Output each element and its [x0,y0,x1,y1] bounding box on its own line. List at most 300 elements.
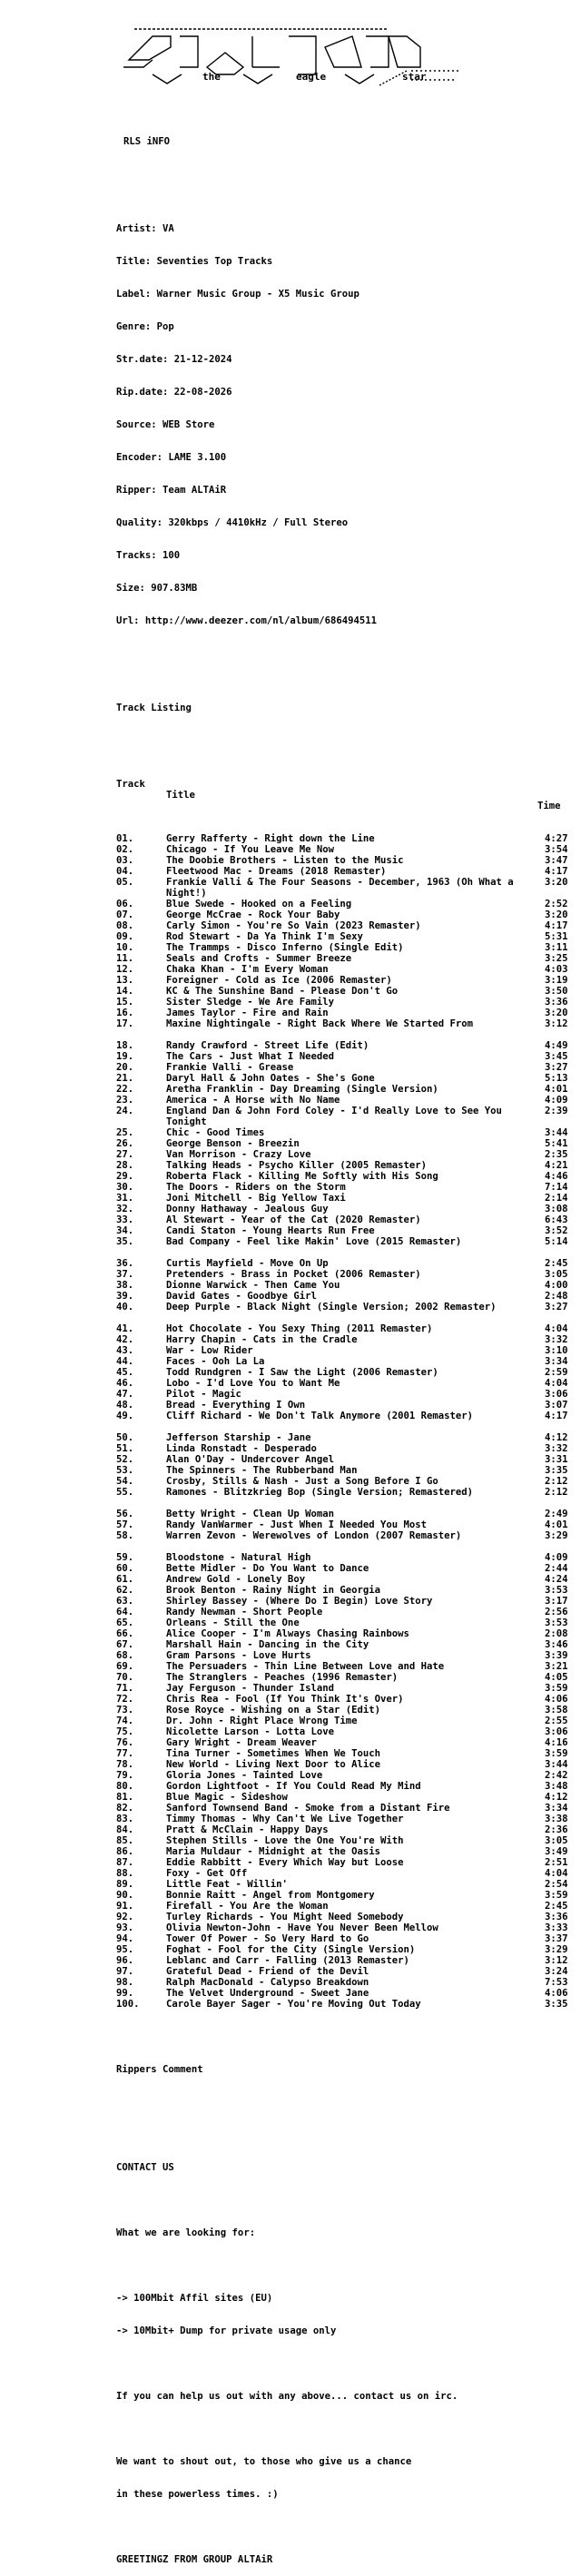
track-title: George McCrae - Rock Your Baby [166,909,340,920]
track-row [116,1378,581,1389]
track-row [116,1193,581,1204]
track-title: Stephen Stills - Love the One You're With [166,1835,404,1846]
track-row [116,1574,581,1585]
track-number: 18. [116,1040,134,1051]
track-duration: 4:09 [545,1552,568,1563]
track-number: 19. [116,1051,134,1062]
track-row [116,1204,581,1214]
track-duration: 5:13 [545,1073,568,1084]
track-duration: 3:54 [545,844,568,855]
track-title: Chicago - If You Leave Me Now [166,844,334,855]
track-number: 80. [116,1781,134,1792]
track-number: 12. [116,964,134,975]
track-number: 86. [116,1846,134,1857]
track-row [116,920,581,931]
track-title: The Stranglers - Peaches (1996 Remaster) [166,1672,399,1683]
track-row [116,1040,581,1051]
track-duration: 3:50 [545,986,568,997]
track-duration: 3:21 [545,1661,568,1672]
field-size: Size: 907.83MB [116,583,198,594]
track-number: 84. [116,1824,134,1835]
track-row [116,1008,581,1018]
track-title: The Spinners - The Rubberband Man [166,1465,358,1476]
contact-heading: CONTACT US [116,2162,174,2173]
track-number: 77. [116,1748,134,1759]
track-duration: 3:19 [545,975,568,986]
track-number: 24. [116,1106,134,1116]
track-number: 91. [116,1901,134,1912]
track-title: Warren Zevon - Werewolves of London (2007 Remaster) [166,1530,462,1541]
track-title: Foghat - Fool for the City (Single Version) [166,1944,416,1955]
track-number: 100. [116,1999,140,2010]
track-duration: 2:44 [545,1563,568,1574]
track-duration: 3:20 [545,909,568,920]
track-duration: 3:17 [545,1596,568,1607]
track-row [116,1628,581,1639]
track-title: Bloodstone - Natural High [166,1552,311,1563]
track-number: 22. [116,1084,134,1095]
track-row [116,1476,581,1487]
track-number: 97. [116,1966,134,1977]
track-title: The Cars - Just What I Needed [166,1051,334,1062]
track-number: 66. [116,1628,134,1639]
track-title: Rose Royce - Wishing on a Star (Edit) [166,1705,380,1716]
track-title: Foreigner - Cold as Ice (2006 Remaster) [166,975,392,986]
track-title: Randy Crawford - Street Life (Edit) [166,1040,369,1051]
track-row [116,1694,581,1705]
track-number: 23. [116,1095,134,1106]
track-number: 14. [116,986,134,997]
track-row [116,1890,581,1901]
track-row [116,1334,581,1345]
track-row [116,1519,581,1530]
track-table-header [116,768,581,811]
track-title: Candi Staton - Young Hearts Run Free [166,1225,375,1236]
track-title: Bread - Everything I Own [166,1400,306,1411]
track-number: 21. [116,1073,134,1084]
track-duration: 3:29 [545,1944,568,1955]
field-encoder: Encoder: LAME 3.100 [116,452,227,463]
track-number: 69. [116,1661,134,1672]
track-duration: 2:12 [545,1476,568,1487]
track-number: 99. [116,1988,134,1999]
track-title: The Doobie Brothers - Listen to the Music [166,855,404,866]
track-duration: 3:27 [545,1302,568,1313]
track-row [116,1814,581,1824]
track-duration: 2:51 [545,1857,568,1868]
track-duration: 4:03 [545,964,568,975]
track-duration: 3:08 [545,1204,568,1214]
track-duration: 3:32 [545,1334,568,1345]
track-duration: 3:24 [545,1966,568,1977]
track-row [116,1106,581,1127]
track-title: James Taylor - Fire and Rain [166,1008,329,1018]
track-duration: 4:06 [545,1694,568,1705]
track-row [116,1138,581,1149]
track-number: 93. [116,1922,134,1933]
track-duration: 3:07 [545,1400,568,1411]
track-title: David Gates - Goodbye Girl [166,1291,317,1302]
track-duration: 4:09 [545,1095,568,1106]
track-duration: 4:16 [545,1737,568,1748]
track-number: 85. [116,1835,134,1846]
col-title-header: Title [166,790,195,801]
track-row [116,1389,581,1400]
track-title: Daryl Hall & John Oates - She's Gone [166,1073,375,1084]
track-title: George Benson - Breezin [166,1138,300,1149]
field-artist: Artist: VA [116,223,174,234]
track-title: Seals and Crofts - Summer Breeze [166,953,352,964]
track-number: 36. [116,1258,134,1269]
track-number: 39. [116,1291,134,1302]
track-row [116,1617,581,1628]
track-number: 88. [116,1868,134,1879]
track-listing-heading: Track Listing [116,703,192,713]
track-duration: 2:45 [545,1901,568,1912]
track-title: Aretha Franklin - Day Dreaming (Single Version) [166,1084,438,1095]
field-genre: Genre: Pop [116,321,174,332]
track-number: 54. [116,1476,134,1487]
track-number: 68. [116,1650,134,1661]
track-row [116,1149,581,1160]
track-row [116,855,581,866]
track-title: Gram Parsons - Love Hurts [166,1650,311,1661]
track-number: 90. [116,1890,134,1901]
track-duration: 3:45 [545,1051,568,1062]
track-duration: 3:05 [545,1835,568,1846]
track-row [116,1182,581,1193]
track-number: 13. [116,975,134,986]
track-number: 55. [116,1487,134,1498]
field-ripper: Ripper: Team ALTAiR [116,485,227,496]
track-duration: 3:27 [545,1062,568,1073]
track-title: Al Stewart - Year of the Cat (2020 Remaster) [166,1214,421,1225]
track-title: Olivia Newton-John - Have You Never Been Mellow [166,1922,438,1933]
track-row [116,942,581,953]
track-number: 42. [116,1334,134,1345]
track-row [116,1955,581,1966]
track-title: Chic - Good Times [166,1127,265,1138]
track-duration: 4:17 [545,920,568,931]
track-duration: 4:27 [545,833,568,844]
track-duration: 3:58 [545,1705,568,1716]
track-title: Fleetwood Mac - Dreams (2018 Remaster) [166,866,387,877]
track-row [116,997,581,1008]
track-title: Donny Hathaway - Jealous Guy [166,1204,329,1214]
track-number: 08. [116,920,134,931]
track-number: 81. [116,1792,134,1803]
track-row [116,1999,581,2010]
track-duration: 3:11 [545,942,568,953]
section-rls-info: RLS iNFO [123,136,171,147]
field-url: Url: http://www.deezer.com/nl/album/686494511 [116,615,378,626]
track-title: Cliff Richard - We Don't Talk Anymore (2001 Remaster) [166,1411,474,1421]
track-duration: 3:20 [545,1008,568,1018]
track-row [116,1236,581,1258]
track-title: Chris Rea - Fool (If You Think It's Over) [166,1694,404,1705]
track-title: Tower Of Power - So Very Hard to Go [166,1933,369,1944]
track-title: Marshall Hain - Dancing in the City [166,1639,369,1650]
track-number: 72. [116,1694,134,1705]
track-title: Randy Newman - Short People [166,1607,323,1617]
track-number: 11. [116,953,134,964]
track-duration: 3:29 [545,1530,568,1541]
track-duration: 3:31 [545,1454,568,1465]
track-number: 47. [116,1389,134,1400]
track-duration: 2:56 [545,1607,568,1617]
track-row [116,1661,581,1672]
track-title: Blue Magic - Sideshow [166,1792,288,1803]
track-number: 64. [116,1607,134,1617]
track-duration: 5:31 [545,931,568,942]
track-row [116,1857,581,1868]
track-row [116,1073,581,1084]
track-title: Tina Turner - Sometimes When We Touch [166,1748,380,1759]
track-row [116,1639,581,1650]
track-row [116,1454,581,1465]
track-number: 79. [116,1770,134,1781]
track-row [116,1051,581,1062]
track-row [116,1705,581,1716]
track-row [116,1465,581,1476]
field-rip-date: Rip.date: 22-08-2026 [116,387,232,398]
track-title: Orleans - Still the One [166,1617,300,1628]
track-row [116,1607,581,1617]
track-title: Bad Company - Feel like Makin' Love (2015 Remaster) [166,1236,462,1247]
track-row [116,986,581,997]
track-title: Maria Muldaur - Midnight at the Oasis [166,1846,380,1857]
track-number: 49. [116,1411,134,1421]
track-title: Gloria Jones - Tainted Love [166,1770,323,1781]
track-number: 27. [116,1149,134,1160]
track-duration: 2:12 [545,1487,568,1498]
track-duration: 3:49 [545,1846,568,1857]
track-duration: 2:35 [545,1149,568,1160]
track-row [116,1356,581,1367]
track-title: Nicolette Larson - Lotta Love [166,1726,334,1737]
track-number: 67. [116,1639,134,1650]
track-row [116,1563,581,1574]
track-number: 83. [116,1814,134,1824]
track-row [116,1062,581,1073]
track-title: Talking Heads - Psycho Killer (2005 Remaster) [166,1160,428,1171]
track-title: Frankie Valli - Grease [166,1062,294,1073]
track-number: 29. [116,1171,134,1182]
track-number: 05. [116,877,134,888]
track-title: Gary Wright - Dream Weaver [166,1737,317,1748]
track-row [116,1879,581,1890]
track-row [116,1411,581,1432]
track-number: 60. [116,1563,134,1574]
track-title: The Velvet Underground - Sweet Jane [166,1988,369,1999]
nfo-document [116,0,581,2576]
track-title: Blue Swede - Hooked on a Feeling [166,899,352,909]
track-row [116,1487,581,1509]
track-duration: 4:04 [545,1323,568,1334]
track-row [116,1018,581,1040]
track-duration: 4:01 [545,1519,568,1530]
track-number: 16. [116,1008,134,1018]
track-title: Carole Bayer Sager - You're Moving Out Today [166,1999,421,2010]
track-number: 32. [116,1204,134,1214]
track-row [116,1596,581,1607]
track-duration: 4:04 [545,1378,568,1389]
track-duration: 3:39 [545,1650,568,1661]
track-title: Joni Mitchell - Big Yellow Taxi [166,1193,346,1204]
track-duration: 5:41 [545,1138,568,1149]
track-duration: 3:34 [545,1803,568,1814]
track-duration: 3:06 [545,1389,568,1400]
track-row [116,953,581,964]
track-number: 34. [116,1225,134,1236]
track-row [116,1966,581,1977]
track-duration: 3:59 [545,1683,568,1694]
track-row [116,1737,581,1748]
track-row [116,1443,581,1454]
track-duration: 4:06 [545,1988,568,1999]
track-row [116,1933,581,1944]
greetings: GREETINGZ FROM GROUP ALTAiR [116,2554,273,2565]
track-title: Roberta Flack - Killing Me Softly with His Song [166,1171,438,1182]
track-duration: 6:43 [545,1214,568,1225]
track-duration: 2:59 [545,1367,568,1378]
track-row [116,1988,581,1999]
track-duration: 3:35 [545,1465,568,1476]
track-title: Todd Rundgren - I Saw the Light (2006 Remaster) [166,1367,438,1378]
track-number: 06. [116,899,134,909]
track-number: 96. [116,1955,134,1966]
track-title: Hot Chocolate - You Sexy Thing (2011 Remaster) [166,1323,433,1334]
track-title: Little Feat - Willin' [166,1879,288,1890]
track-row [116,1846,581,1857]
track-duration: 2:42 [545,1770,568,1781]
track-title: Lobo - I'd Love You to Want Me [166,1378,340,1389]
track-duration: 7:14 [545,1182,568,1193]
rippers-comment: Rippers Comment [116,2064,203,2075]
track-title: Rod Stewart - Da Ya Think I'm Sexy [166,931,363,942]
track-duration: 3:12 [545,1955,568,1966]
track-number: 35. [116,1236,134,1247]
logo-tag-star: star [402,71,427,83]
track-number: 50. [116,1432,134,1443]
track-number: 94. [116,1933,134,1944]
track-duration: 5:14 [545,1236,568,1247]
track-title: Betty Wright - Clean Up Woman [166,1509,334,1519]
track-title: The Doors - Riders on the Storm [166,1182,346,1193]
track-title: Sister Sledge - We Are Family [166,997,334,1008]
track-row [116,1922,581,1933]
track-row [116,1160,581,1171]
track-duration: 3:20 [545,877,568,888]
track-duration: 3:25 [545,953,568,964]
track-duration: 4:49 [545,1040,568,1051]
shout-out-line-2: in these powerless times. :) [116,2489,279,2500]
track-title: Firefall - You Are the Woman [166,1901,329,1912]
col-track-header: Track [116,779,145,790]
track-number: 44. [116,1356,134,1367]
track-title: Ramones - Blitzkrieg Bop (Single Version; Remastered) [166,1487,474,1498]
track-duration: 3:53 [545,1617,568,1628]
track-number: 04. [116,866,134,877]
track-row [116,1432,581,1443]
track-duration: 2:08 [545,1628,568,1639]
track-duration: 2:49 [545,1509,568,1519]
track-number: 41. [116,1323,134,1334]
track-row [116,1552,581,1563]
track-duration: 2:39 [545,1106,568,1116]
track-title: The Persuaders - Thin Line Between Love and Hate [166,1661,445,1672]
track-title: Jefferson Starship - Jane [166,1432,311,1443]
track-row [116,909,581,920]
track-number: 51. [116,1443,134,1454]
track-number: 15. [116,997,134,1008]
track-row [116,1901,581,1912]
track-title: Ralph MacDonald - Calypso Breakdown [166,1977,369,1988]
track-title: Shirley Bassey - (Where Do I Begin) Love Story [166,1596,433,1607]
track-duration: 2:36 [545,1824,568,1835]
track-number: 82. [116,1803,134,1814]
track-title: Pretenders - Brass in Pocket (2006 Remaster) [166,1269,421,1280]
track-row [116,1291,581,1302]
track-title: Foxy - Get Off [166,1868,248,1879]
track-number: 10. [116,942,134,953]
track-number: 25. [116,1127,134,1138]
track-row [116,1095,581,1106]
field-quality: Quality: 320kbps / 4410kHz / Full Stereo [116,517,349,528]
track-number: 98. [116,1977,134,1988]
track-duration: 3:35 [545,1999,568,2010]
track-title: Curtis Mayfield - Move On Up [166,1258,329,1269]
track-duration: 3:44 [545,1127,568,1138]
track-row [116,866,581,877]
track-title: Grateful Dead - Friend of the Devil [166,1966,369,1977]
track-row [116,1084,581,1095]
track-title: Faces - Ooh La La [166,1356,265,1367]
track-title: Maxine Nightingale - Right Back Where We Started From [166,1018,474,1029]
track-number: 52. [116,1454,134,1465]
track-title: Bette Midler - Do You Want to Dance [166,1563,369,1574]
track-title: Deep Purple - Black Night (Single Version; 2002 Remaster) [166,1302,497,1313]
track-row [116,1868,581,1879]
track-number: 71. [116,1683,134,1694]
track-number: 89. [116,1879,134,1890]
track-row [116,1509,581,1519]
track-title: Dr. John - Right Place Wrong Time [166,1716,358,1726]
track-title: Frankie Valli & The Four Seasons - December, 1963 (Oh What a Night!) [166,877,514,899]
track-number: 57. [116,1519,134,1530]
track-title: Eddie Rabbitt - Every Which Way but Loose [166,1857,404,1868]
track-duration: 4:05 [545,1672,568,1683]
looking-for: What we are looking for: [116,2227,256,2238]
track-number: 74. [116,1716,134,1726]
track-number: 17. [116,1018,134,1029]
track-row [116,1171,581,1182]
track-duration: 3:48 [545,1781,568,1792]
track-title: New World - Living Next Door to Alice [166,1759,380,1770]
track-duration: 3:37 [545,1933,568,1944]
track-row [116,931,581,942]
track-number: 62. [116,1585,134,1596]
track-title: Brook Benton - Rainy Night in Georgia [166,1585,380,1596]
track-row [116,1585,581,1596]
track-row [116,1225,581,1236]
track-duration: 2:14 [545,1193,568,1204]
track-duration: 7:53 [545,1977,568,1988]
track-row [116,1127,581,1138]
track-row [116,1748,581,1759]
track-row [116,1345,581,1356]
logo-tag-eagle: eagle [296,71,327,83]
